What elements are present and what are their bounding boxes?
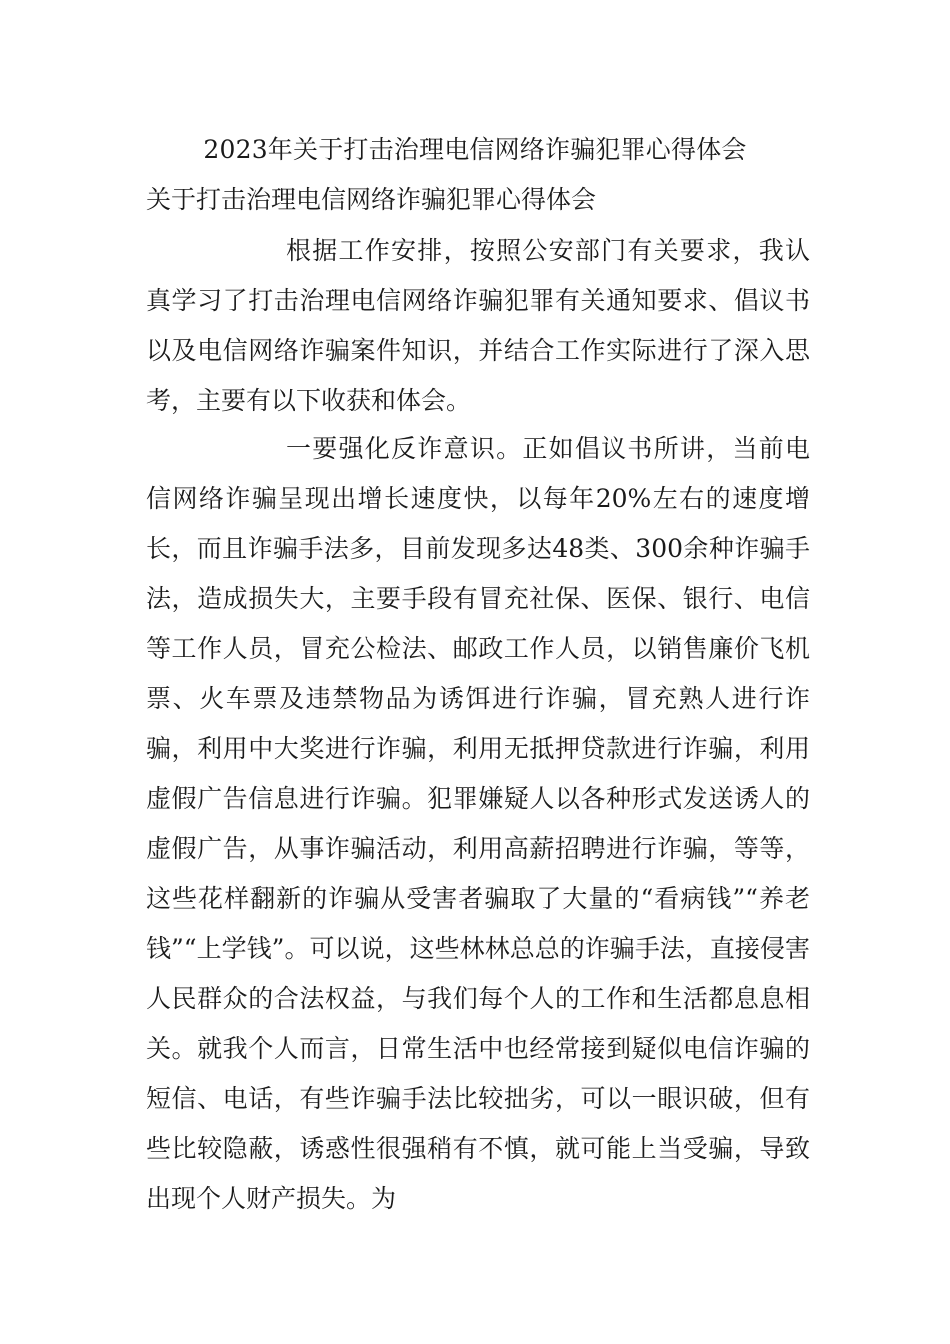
paragraph-intro: 根据工作安排，按照公安部门有关要求，我认真学习了打击治理电信网络诈骗犯罪有关通知要求、倡议书以及电信网络诈骗案件知识，并结合工作实际进行了深入思考，主要有以下收获和体会。	[146, 236, 810, 415]
document-subtitle: 关于打击治理电信网络诈骗犯罪心得体会	[146, 185, 597, 214]
document-title: 2023年关于打击治理电信网络诈骗犯罪心得体会	[203, 135, 747, 164]
paragraph-anti-fraud-awareness: 一要强化反诈意识。正如倡议书所讲，当前电信网络诈骗呈现出增长速度快，以每年20%左右的速度增长，而且诈骗手法多，目前发现多达48类、300余种诈骗手法，造成损失大，主要手段有冒充社保、医保、银行、电信等工作人员，冒充公检法、邮政工作人员，以销售廉价飞机票、火车票及违禁物品为诱饵进行诈骗，冒充熟人进行诈骗，利用中大奖进行诈骗，利用无抵押贷款进行诈骗，利用虚假广告信息进行诈骗。犯罪嫌疑人以各种形式发送诱人的虚假广告，从事诈骗活动，利用高薪招聘进行诈骗，等等，这些花样翻新的诈骗从受害者骗取了大量的“看病钱”“养老钱”“上学钱”。可以说，这些林林总总的诈骗手法，直接侵害人民群众的合法权益，与我们每个人的工作和生活都息息相关。就我个人而言，日常生活中也经常接到疑似电信诈骗的短信、电话，有些诈骗手法比较拙劣，可以一眼识破，但有些比较隐蔽，诱惑性很强稍有不慎，就可能上当受骗，导致出现个人财产损失。为	[146, 434, 810, 1213]
